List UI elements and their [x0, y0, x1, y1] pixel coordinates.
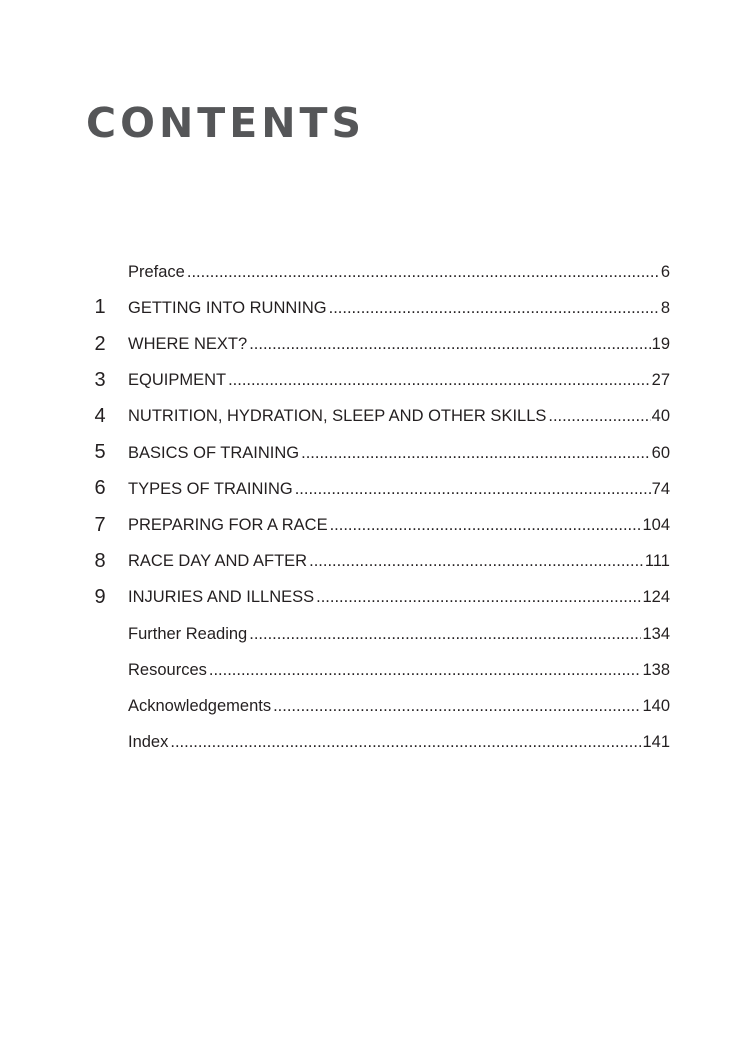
entry-label: INJURIES AND ILLNESS [128, 588, 315, 607]
entry-label: WHERE NEXT? [128, 335, 248, 354]
toc-line [128, 626, 670, 643]
chapter-number: 1 [94, 296, 106, 319]
toc-entry-chapter-2[interactable] [90, 322, 670, 358]
entry-label: Further Reading [128, 624, 248, 643]
page-number: 40 [651, 407, 670, 426]
dot-leader [249, 336, 650, 353]
entry-label: EQUIPMENT [128, 371, 227, 390]
chapter-number: 2 [94, 332, 106, 355]
toc-line [128, 589, 670, 606]
page-number: 140 [642, 696, 670, 715]
page-number: 111 [644, 552, 670, 571]
chapter-number: 5 [94, 441, 106, 464]
toc-line [128, 553, 670, 570]
toc-line [128, 336, 670, 353]
toc-line [128, 445, 670, 462]
dot-leader [209, 662, 642, 679]
toc-line [128, 372, 670, 389]
chapter-number: 9 [94, 585, 106, 608]
dot-leader [295, 481, 651, 498]
table-of-contents [90, 250, 670, 757]
toc-entry-chapter-3[interactable] [90, 359, 670, 395]
page-number: 104 [642, 516, 670, 534]
toc-entry-acknowledgements[interactable] [90, 684, 670, 720]
toc-line [128, 481, 670, 498]
dot-leader [548, 408, 650, 425]
toc-entry-chapter-6[interactable] [90, 467, 670, 503]
page-number: 141 [642, 733, 670, 752]
chapter-number: 4 [94, 404, 106, 427]
toc-entry-chapter-5[interactable] [90, 431, 670, 467]
toc-line [128, 734, 670, 751]
toc-entry-chapter-9[interactable] [90, 576, 670, 612]
entry-label: TYPES OF TRAINING [128, 479, 293, 498]
page-number: 60 [651, 443, 670, 462]
dot-leader [316, 589, 641, 606]
dot-leader [228, 372, 651, 389]
page-number: 8 [660, 298, 670, 317]
dot-leader [170, 734, 641, 751]
entry-label: Acknowledgements [128, 696, 272, 715]
toc-line [128, 264, 670, 281]
page-number: 138 [642, 660, 670, 679]
entry-label: PREPARING FOR A RACE [128, 516, 328, 534]
page-number: 27 [651, 371, 670, 390]
chapter-number: 3 [94, 368, 106, 391]
toc-line [128, 662, 670, 679]
toc-line [128, 300, 670, 317]
page-number: 74 [651, 479, 670, 498]
toc-line [128, 408, 670, 425]
toc-entry-chapter-1[interactable] [90, 286, 670, 322]
page-number: 19 [651, 335, 670, 354]
chapter-number: 7 [94, 513, 106, 536]
entry-label: GETTING INTO RUNNING [128, 298, 327, 317]
entry-label: BASICS OF TRAINING [128, 443, 300, 462]
dot-leader [329, 300, 660, 317]
page-number: 124 [642, 588, 670, 607]
toc-entry-chapter-8[interactable] [90, 540, 670, 576]
toc-entry-preface[interactable] [90, 250, 670, 286]
toc-entry-index[interactable] [90, 720, 670, 756]
dot-leader [187, 264, 660, 281]
toc-entry-chapter-7[interactable] [90, 503, 670, 539]
entry-label: NUTRITION, HYDRATION, SLEEP AND OTHER SKILLS [128, 407, 547, 426]
dot-leader [249, 626, 641, 643]
toc-entry-resources[interactable] [90, 648, 670, 684]
toc-entry-chapter-4[interactable] [90, 395, 670, 431]
chapter-number: 8 [94, 549, 106, 572]
page-title: CONTENTS [86, 99, 366, 147]
chapter-number: 6 [94, 477, 106, 500]
dot-leader [309, 553, 644, 570]
page-number: 6 [660, 262, 670, 281]
entry-label: Preface [128, 262, 185, 281]
dot-leader [301, 445, 651, 462]
entry-label: RACE DAY AND AFTER [128, 552, 308, 571]
entry-label: Resources [128, 660, 207, 679]
toc-line [128, 517, 670, 534]
toc-entry-further-reading[interactable] [90, 612, 670, 648]
page-number: 134 [642, 624, 670, 643]
dot-leader [330, 517, 642, 534]
toc-line [128, 698, 670, 715]
entry-label: Index [128, 733, 169, 752]
dot-leader [273, 698, 641, 715]
